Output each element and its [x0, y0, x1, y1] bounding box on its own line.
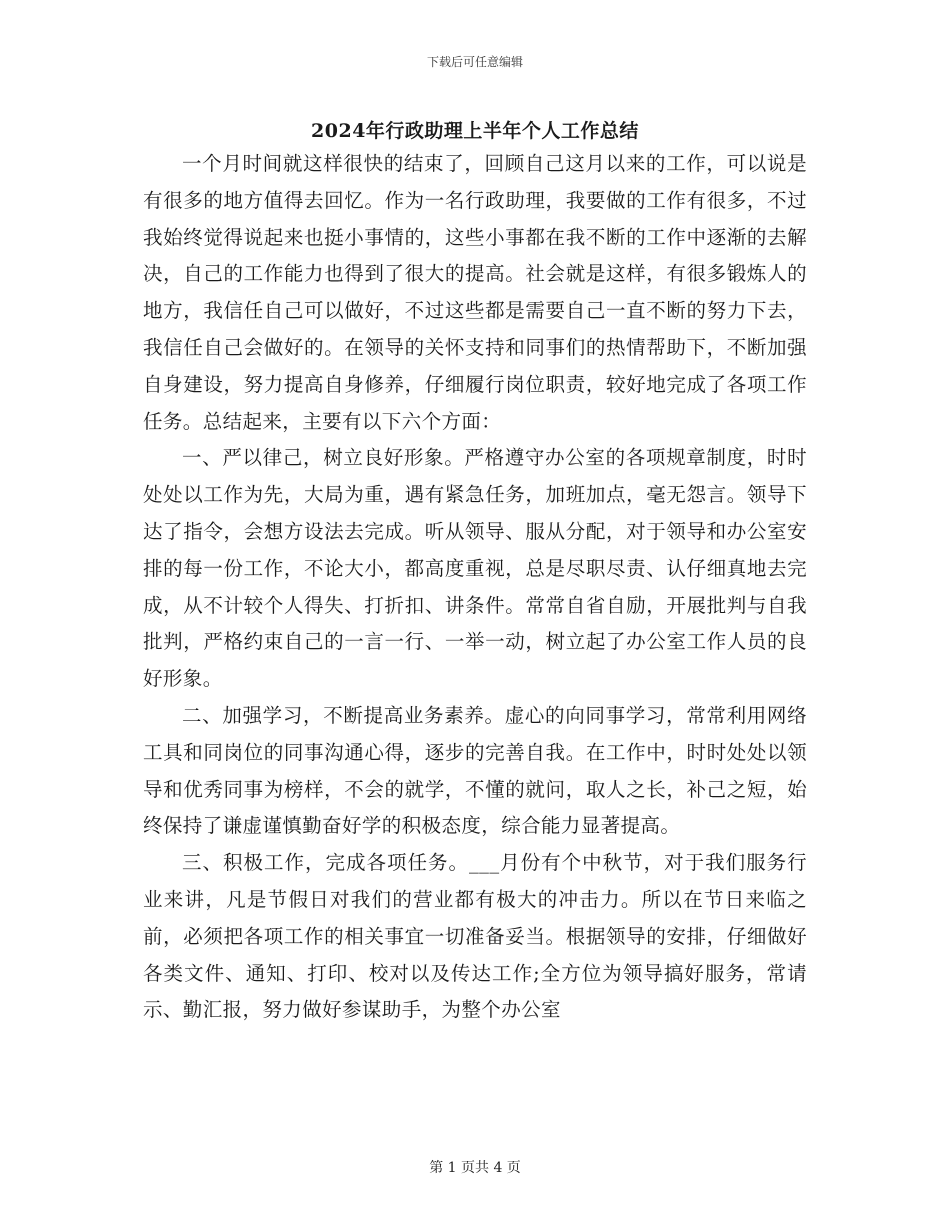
- page-number: 第 1 页共 4 页: [429, 1160, 521, 1176]
- paragraph-intro: 一个月时间就这样很快的结束了，回顾自己这月以来的工作，可以说是有很多的地方值得去回忆。作为一名行政助理，我要做的工作有很多，不过我始终觉得说起来也挺小事情的，这些小事都在我不断的工作中逐渐的去解决，自己的工作能力也得到了很大的提高。社会就是这样，有很多锻炼人的地方，我信任自己可以做好，不过这些都是需要自己一直不断的努力下去，我信任自己会做好的。在领导的关怀支持和同事们的热情帮助下，不断加强自身建设，努力提高自身修养，仔细履行岗位职责，较好地完成了各项工作任务。总结起来，主要有以下六个方面：: [143, 152, 807, 433]
- header-note: 下载后可任意编辑: [426, 55, 523, 69]
- document-body: [143, 146, 807, 1029]
- document-title: 2024年行政助理上半年个人工作总结: [311, 120, 639, 142]
- paragraph-section-3: 三、积极工作，完成各项任务。___月份有个中秋节，对于我们服务行业来讲，凡是节假日对我们的营业都有极大的冲击力。所以在节日来临之前，必须把各项工作的相关事宜一切准备妥当。根据领导的安排，仔细做好各类文件、通知、打印、校对以及传达工作;全方位为领导搞好服务，常请示、勤汇报，努力做好参谋助手，为整个办公室: [143, 851, 807, 1022]
- paragraph-section-2: 二、加强学习，不断提高业务素养。虚心的向同事学习，常常利用网络工具和同岗位的同事沟通心得，逐步的完善自我。在工作中，时时处处以领导和优秀同事为榜样，不会的就学，不懂的就问，取人之长，补己之短，始终保持了谦虚谨慎勤奋好学的积极态度，综合能力显著提高。: [143, 703, 807, 838]
- paragraph-section-1: 一、严以律己，树立良好形象。严格遵守办公室的各项规章制度，时时处处以工作为先，大局为重，遇有紧急任务，加班加点，毫无怨言。领导下达了指令，会想方设法去完成。听从领导、服从分配，对于领导和办公室安排的每一份工作，不论大小，都高度重视，总是尽职尽责、认仔细真地去完成，从不计较个人得失、打折扣、讲条件。常常自省自励，开展批判与自我批判，严格约束自己的一言一行、一举一动，树立起了办公室工作人员的良好形象。: [143, 446, 807, 691]
